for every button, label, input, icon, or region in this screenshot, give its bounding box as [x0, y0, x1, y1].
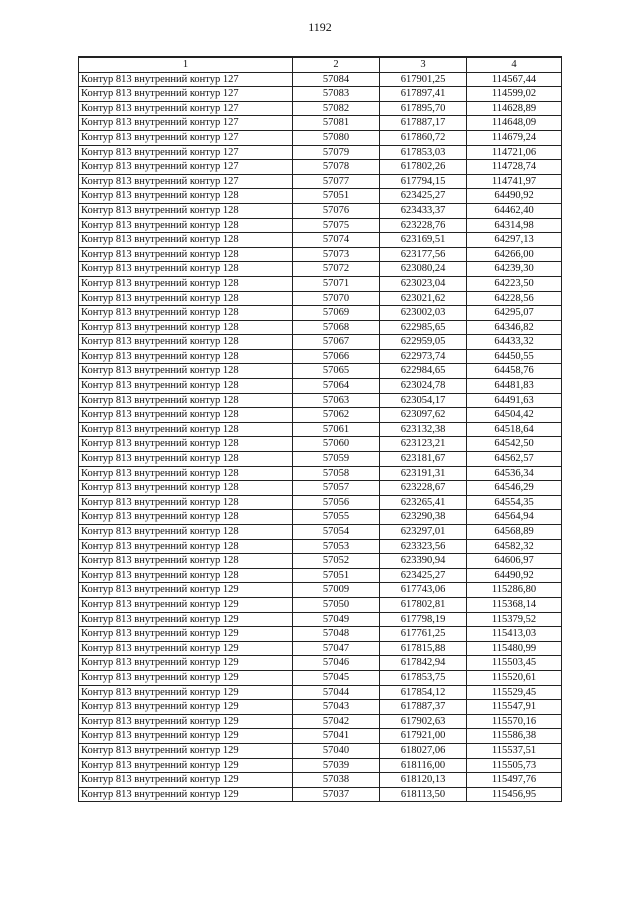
contour-name-cell: Контур 813 внутренний контур 128: [79, 233, 293, 248]
column-header-2: 2: [293, 57, 380, 72]
x-coordinate-cell: 623023,04: [380, 276, 467, 291]
table-row: [79, 145, 562, 160]
x-coordinate-cell: 623425,27: [380, 568, 467, 583]
x-coordinate-cell: 617743,06: [380, 583, 467, 598]
point-number-cell: 57044: [293, 685, 380, 700]
point-number-cell: 57067: [293, 335, 380, 350]
point-number-cell: 57064: [293, 379, 380, 394]
column-header-1: 1: [79, 57, 293, 72]
x-coordinate-cell: 622959,05: [380, 335, 467, 350]
y-coordinate-cell: 64450,55: [467, 349, 562, 364]
point-number-cell: 57057: [293, 481, 380, 496]
x-coordinate-cell: 623002,03: [380, 306, 467, 321]
contour-name-cell: Контур 813 внутренний контур 129: [79, 743, 293, 758]
y-coordinate-cell: 64458,76: [467, 364, 562, 379]
x-coordinate-cell: 617761,25: [380, 627, 467, 642]
point-number-cell: 57072: [293, 262, 380, 277]
y-coordinate-cell: 114648,09: [467, 116, 562, 131]
table-row: [79, 597, 562, 612]
y-coordinate-cell: 114728,74: [467, 160, 562, 175]
y-coordinate-cell: 64295,07: [467, 306, 562, 321]
y-coordinate-cell: 64518,64: [467, 422, 562, 437]
table-row: [79, 349, 562, 364]
table-row: [79, 743, 562, 758]
contour-name-cell: Контур 813 внутренний контур 128: [79, 364, 293, 379]
x-coordinate-cell: 623323,56: [380, 539, 467, 554]
contour-name-cell: Контур 813 внутренний контур 128: [79, 437, 293, 452]
x-coordinate-cell: 617802,81: [380, 597, 467, 612]
point-number-cell: 57046: [293, 656, 380, 671]
y-coordinate-cell: 64490,92: [467, 189, 562, 204]
contour-name-cell: Контур 813 внутренний контур 129: [79, 758, 293, 773]
y-coordinate-cell: 115480,99: [467, 641, 562, 656]
y-coordinate-cell: 115368,14: [467, 597, 562, 612]
x-coordinate-cell: 623297,01: [380, 525, 467, 540]
table-row: [79, 247, 562, 262]
table-row: [79, 525, 562, 540]
point-number-cell: 57073: [293, 247, 380, 262]
contour-name-cell: Контур 813 внутренний контур 128: [79, 568, 293, 583]
contour-name-cell: Контур 813 внутренний контур 128: [79, 510, 293, 525]
point-number-cell: 57077: [293, 174, 380, 189]
point-number-cell: 57040: [293, 743, 380, 758]
point-number-cell: 57084: [293, 72, 380, 87]
contour-name-cell: Контур 813 внутренний контур 127: [79, 101, 293, 116]
x-coordinate-cell: 622984,65: [380, 364, 467, 379]
contour-name-cell: Контур 813 внутренний контур 128: [79, 306, 293, 321]
y-coordinate-cell: 115413,03: [467, 627, 562, 642]
contour-name-cell: Контур 813 внутренний контур 128: [79, 203, 293, 218]
contour-name-cell: Контур 813 внутренний контур 128: [79, 262, 293, 277]
point-number-cell: 57056: [293, 495, 380, 510]
table-row: [79, 758, 562, 773]
table-row: [79, 218, 562, 233]
point-number-cell: 57063: [293, 393, 380, 408]
x-coordinate-cell: 623021,62: [380, 291, 467, 306]
x-coordinate-cell: 618027,06: [380, 743, 467, 758]
table-row: [79, 408, 562, 423]
contour-name-cell: Контур 813 внутренний контур 127: [79, 130, 293, 145]
point-number-cell: 57071: [293, 276, 380, 291]
contour-name-cell: Контур 813 внутренний контур 129: [79, 729, 293, 744]
x-coordinate-cell: 617854,12: [380, 685, 467, 700]
contour-name-cell: Контур 813 внутренний контур 128: [79, 481, 293, 496]
point-number-cell: 57062: [293, 408, 380, 423]
x-coordinate-cell: 623177,56: [380, 247, 467, 262]
contour-name-cell: Контур 813 внутренний контур 128: [79, 554, 293, 569]
y-coordinate-cell: 64568,89: [467, 525, 562, 540]
point-number-cell: 57065: [293, 364, 380, 379]
table-row: [79, 787, 562, 802]
table-body: [79, 72, 562, 802]
y-coordinate-cell: 115503,45: [467, 656, 562, 671]
point-number-cell: 57069: [293, 306, 380, 321]
point-number-cell: 57055: [293, 510, 380, 525]
point-number-cell: 57061: [293, 422, 380, 437]
y-coordinate-cell: 115547,91: [467, 700, 562, 715]
y-coordinate-cell: 64223,50: [467, 276, 562, 291]
table-row: [79, 510, 562, 525]
x-coordinate-cell: 622985,65: [380, 320, 467, 335]
y-coordinate-cell: 64297,13: [467, 233, 562, 248]
contour-name-cell: Контур 813 внутренний контур 128: [79, 525, 293, 540]
table-row: [79, 72, 562, 87]
table-row: [79, 422, 562, 437]
table-row: [79, 641, 562, 656]
y-coordinate-cell: 115586,38: [467, 729, 562, 744]
contour-name-cell: Контур 813 внутренний контур 129: [79, 583, 293, 598]
y-coordinate-cell: 114679,24: [467, 130, 562, 145]
y-coordinate-cell: 115529,45: [467, 685, 562, 700]
contour-name-cell: Контур 813 внутренний контур 128: [79, 335, 293, 350]
point-number-cell: 57068: [293, 320, 380, 335]
x-coordinate-cell: 617815,88: [380, 641, 467, 656]
table-row: [79, 466, 562, 481]
point-number-cell: 57037: [293, 787, 380, 802]
x-coordinate-cell: 623054,17: [380, 393, 467, 408]
table-row: [79, 276, 562, 291]
table-row: [79, 203, 562, 218]
y-coordinate-cell: 64554,35: [467, 495, 562, 510]
x-coordinate-cell: 618120,13: [380, 773, 467, 788]
contour-name-cell: Контур 813 внутренний контур 129: [79, 656, 293, 671]
point-number-cell: 57043: [293, 700, 380, 715]
point-number-cell: 57047: [293, 641, 380, 656]
point-number-cell: 57060: [293, 437, 380, 452]
y-coordinate-cell: 115537,51: [467, 743, 562, 758]
page-number: 1192: [308, 20, 332, 34]
contour-name-cell: Контур 813 внутренний контур 128: [79, 320, 293, 335]
column-header-4: 4: [467, 57, 562, 72]
y-coordinate-cell: 64606,97: [467, 554, 562, 569]
table-row: [79, 233, 562, 248]
y-coordinate-cell: 64536,34: [467, 466, 562, 481]
x-coordinate-cell: 623265,41: [380, 495, 467, 510]
contour-name-cell: Контур 813 внутренний контур 128: [79, 276, 293, 291]
table-row: [79, 539, 562, 554]
y-coordinate-cell: 64433,32: [467, 335, 562, 350]
x-coordinate-cell: 618116,00: [380, 758, 467, 773]
x-coordinate-cell: 623228,76: [380, 218, 467, 233]
x-coordinate-cell: 623433,37: [380, 203, 467, 218]
point-number-cell: 57049: [293, 612, 380, 627]
contour-name-cell: Контур 813 внутренний контур 129: [79, 714, 293, 729]
x-coordinate-cell: 623024,78: [380, 379, 467, 394]
contour-name-cell: Контур 813 внутренний контур 128: [79, 247, 293, 262]
x-coordinate-cell: 617798,19: [380, 612, 467, 627]
y-coordinate-cell: 115379,52: [467, 612, 562, 627]
y-coordinate-cell: 64582,32: [467, 539, 562, 554]
table-row: [79, 554, 562, 569]
table-row: [79, 495, 562, 510]
table-row: [79, 160, 562, 175]
point-number-cell: 57051: [293, 568, 380, 583]
point-number-cell: 57083: [293, 87, 380, 102]
point-number-cell: 57048: [293, 627, 380, 642]
contour-name-cell: Контур 813 внутренний контур 129: [79, 685, 293, 700]
y-coordinate-cell: 115520,61: [467, 670, 562, 685]
table-row: [79, 773, 562, 788]
x-coordinate-cell: 623123,21: [380, 437, 467, 452]
column-header-3: 3: [380, 57, 467, 72]
contour-name-cell: Контур 813 внутренний контур 128: [79, 393, 293, 408]
y-coordinate-cell: 114567,44: [467, 72, 562, 87]
contour-name-cell: Контур 813 внутренний контур 129: [79, 700, 293, 715]
contour-name-cell: Контур 813 внутренний контур 129: [79, 612, 293, 627]
table-row: [79, 130, 562, 145]
contour-name-cell: Контур 813 внутренний контур 127: [79, 145, 293, 160]
table-row: [79, 335, 562, 350]
y-coordinate-cell: 64490,92: [467, 568, 562, 583]
contour-name-cell: Контур 813 внутренний контур 129: [79, 773, 293, 788]
table-row: [79, 452, 562, 467]
table-row: [79, 656, 562, 671]
contour-name-cell: Контур 813 внутренний контур 128: [79, 218, 293, 233]
table-row: [79, 320, 562, 335]
y-coordinate-cell: 64546,29: [467, 481, 562, 496]
contour-name-cell: Контур 813 внутренний контур 128: [79, 408, 293, 423]
point-number-cell: 57059: [293, 452, 380, 467]
point-number-cell: 57076: [293, 203, 380, 218]
x-coordinate-cell: 617897,41: [380, 87, 467, 102]
y-coordinate-cell: 64462,40: [467, 203, 562, 218]
y-coordinate-cell: 114599,02: [467, 87, 562, 102]
y-coordinate-cell: 64239,30: [467, 262, 562, 277]
table-row: [79, 364, 562, 379]
x-coordinate-cell: 617901,25: [380, 72, 467, 87]
table-row: [79, 306, 562, 321]
table-row: [79, 291, 562, 306]
x-coordinate-cell: 623290,38: [380, 510, 467, 525]
point-number-cell: 57054: [293, 525, 380, 540]
table-row: [79, 379, 562, 394]
x-coordinate-cell: 617842,94: [380, 656, 467, 671]
contour-name-cell: Контур 813 внутренний контур 128: [79, 291, 293, 306]
table-row: [79, 87, 562, 102]
y-coordinate-cell: 114628,89: [467, 101, 562, 116]
x-coordinate-cell: 617895,70: [380, 101, 467, 116]
point-number-cell: 57081: [293, 116, 380, 131]
contour-name-cell: Контур 813 внутренний контур 129: [79, 627, 293, 642]
point-number-cell: 57079: [293, 145, 380, 160]
table-row: [79, 714, 562, 729]
y-coordinate-cell: 115286,80: [467, 583, 562, 598]
table-row: [79, 437, 562, 452]
y-coordinate-cell: 64504,42: [467, 408, 562, 423]
point-number-cell: 57042: [293, 714, 380, 729]
contour-name-cell: Контур 813 внутренний контур 128: [79, 189, 293, 204]
contour-name-cell: Контур 813 внутренний контур 127: [79, 87, 293, 102]
point-number-cell: 57050: [293, 597, 380, 612]
x-coordinate-cell: 618113,50: [380, 787, 467, 802]
x-coordinate-cell: 617887,17: [380, 116, 467, 131]
table-row: [79, 729, 562, 744]
y-coordinate-cell: 115497,76: [467, 773, 562, 788]
point-number-cell: 57045: [293, 670, 380, 685]
point-number-cell: 57039: [293, 758, 380, 773]
table-row: [79, 393, 562, 408]
x-coordinate-cell: 617902,63: [380, 714, 467, 729]
y-coordinate-cell: 64491,63: [467, 393, 562, 408]
contour-name-cell: Контур 813 внутренний контур 129: [79, 670, 293, 685]
table-row: [79, 670, 562, 685]
table-row: [79, 568, 562, 583]
point-number-cell: 57058: [293, 466, 380, 481]
table-row: [79, 627, 562, 642]
x-coordinate-cell: 623228,67: [380, 481, 467, 496]
point-number-cell: 57075: [293, 218, 380, 233]
contour-name-cell: Контур 813 внутренний контур 129: [79, 597, 293, 612]
x-coordinate-cell: 617794,15: [380, 174, 467, 189]
x-coordinate-cell: 617853,75: [380, 670, 467, 685]
x-coordinate-cell: 623080,24: [380, 262, 467, 277]
point-number-cell: 57082: [293, 101, 380, 116]
y-coordinate-cell: 115505,73: [467, 758, 562, 773]
table-row: [79, 262, 562, 277]
y-coordinate-cell: 64228,56: [467, 291, 562, 306]
point-number-cell: 57070: [293, 291, 380, 306]
y-coordinate-cell: 64481,83: [467, 379, 562, 394]
table-row: [79, 116, 562, 131]
table-row: [79, 583, 562, 598]
contour-name-cell: Контур 813 внутренний контур 128: [79, 539, 293, 554]
x-coordinate-cell: 623097,62: [380, 408, 467, 423]
y-coordinate-cell: 64562,57: [467, 452, 562, 467]
y-coordinate-cell: 64542,50: [467, 437, 562, 452]
contour-name-cell: Контур 813 внутренний контур 129: [79, 641, 293, 656]
contour-name-cell: Контур 813 внутренний контур 127: [79, 116, 293, 131]
point-number-cell: 57052: [293, 554, 380, 569]
table-row: [79, 481, 562, 496]
y-coordinate-cell: 64266,00: [467, 247, 562, 262]
contour-name-cell: Контур 813 внутренний контур 128: [79, 495, 293, 510]
x-coordinate-cell: 617860,72: [380, 130, 467, 145]
table-header-row: [79, 57, 562, 72]
contour-name-cell: Контур 813 внутренний контур 127: [79, 72, 293, 87]
contour-name-cell: Контур 813 внутренний контур 127: [79, 174, 293, 189]
x-coordinate-cell: 623390,94: [380, 554, 467, 569]
table-row: [79, 101, 562, 116]
contour-name-cell: Контур 813 внутренний контур 128: [79, 422, 293, 437]
point-number-cell: 57078: [293, 160, 380, 175]
table-row: [79, 612, 562, 627]
contour-name-cell: Контур 813 внутренний контур 129: [79, 787, 293, 802]
point-number-cell: 57074: [293, 233, 380, 248]
contour-name-cell: Контур 813 внутренний контур 127: [79, 160, 293, 175]
y-coordinate-cell: 115570,16: [467, 714, 562, 729]
y-coordinate-cell: 114741,97: [467, 174, 562, 189]
x-coordinate-cell: 623425,27: [380, 189, 467, 204]
contour-name-cell: Контур 813 внутренний контур 128: [79, 466, 293, 481]
x-coordinate-cell: 623181,67: [380, 452, 467, 467]
point-number-cell: 57053: [293, 539, 380, 554]
x-coordinate-cell: 617802,26: [380, 160, 467, 175]
coordinates-table: [78, 56, 562, 802]
x-coordinate-cell: 622973,74: [380, 349, 467, 364]
table-row: [79, 700, 562, 715]
point-number-cell: 57051: [293, 189, 380, 204]
point-number-cell: 57080: [293, 130, 380, 145]
y-coordinate-cell: 114721,06: [467, 145, 562, 160]
x-coordinate-cell: 623169,51: [380, 233, 467, 248]
table-row: [79, 189, 562, 204]
x-coordinate-cell: 623191,31: [380, 466, 467, 481]
table-row: [79, 174, 562, 189]
point-number-cell: 57009: [293, 583, 380, 598]
table-row: [79, 685, 562, 700]
contour-name-cell: Контур 813 внутренний контур 128: [79, 349, 293, 364]
y-coordinate-cell: 64564,94: [467, 510, 562, 525]
y-coordinate-cell: 64314,98: [467, 218, 562, 233]
point-number-cell: 57066: [293, 349, 380, 364]
x-coordinate-cell: 617887,37: [380, 700, 467, 715]
x-coordinate-cell: 617921,00: [380, 729, 467, 744]
contour-name-cell: Контур 813 внутренний контур 128: [79, 379, 293, 394]
point-number-cell: 57038: [293, 773, 380, 788]
contour-name-cell: Контур 813 внутренний контур 128: [79, 452, 293, 467]
y-coordinate-cell: 64346,82: [467, 320, 562, 335]
x-coordinate-cell: 623132,38: [380, 422, 467, 437]
x-coordinate-cell: 617853,03: [380, 145, 467, 160]
point-number-cell: 57041: [293, 729, 380, 744]
y-coordinate-cell: 115456,95: [467, 787, 562, 802]
